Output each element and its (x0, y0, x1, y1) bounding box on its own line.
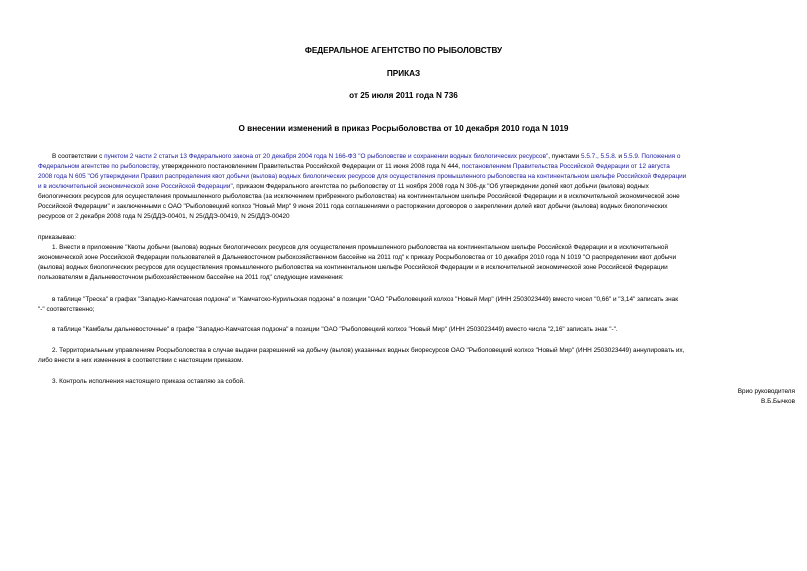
preamble-line-7: ресурсов от 2 декабря 2008 года N 25/ДДЭ-00401, N 25/ДДЭ-00419, N 25/ДДЭ-00420 (38, 213, 290, 220)
clause-link-2[interactable]: 5.5.9. Положения о (623, 153, 681, 160)
agency-regulation-link[interactable]: Федеральном агентстве по рыболовству (38, 163, 159, 170)
document-type: ПРИКАЗ (386, 69, 421, 78)
decree-link-end[interactable]: и в исключительной экономической зоне Российской Федерации" (38, 183, 233, 190)
preamble-line-4: и в исключительной экономической зоне Российской Федерации", приказом Федерального агентства по рыболовству от 11 ноября 2008 года N 306-дк "Об утверждении долей квот добычи (вылова) водных (38, 183, 649, 190)
item-1-line-1: 1. Внести в приложение "Квоты добычи (вылова) водных биологических ресурсов для осуществления промышленного рыболовства на континентальном шельфе Российской Федерации и в исключительной (52, 244, 669, 251)
decree-link-cont[interactable]: 2008 года N 605 "Об утверждении Правил распределения квот добычи (вылова) водных биологических ресурсов для осуществления промышленного рыболовства на континентальном шельфе Российской Федерации (38, 173, 687, 180)
decree-link[interactable]: постановлением Правительства Российской Федерации от 12 августа (461, 163, 670, 170)
item-1-line-4: пользователям в Дальневосточном рыбохозяйственном бассейне на 2011 год" следующие изменения: (38, 274, 344, 281)
change-1-line-2: "-" соответственно; (38, 306, 95, 313)
law-link[interactable]: пунктом 2 части 2 статьи 13 Федерального закона от 20 декабря 2004 года N 166-ФЗ "О рыболовстве и сохранении водных биологических ресурсов" (104, 153, 549, 160)
order-word: приказываю: (38, 234, 76, 241)
preamble-line-2: Федеральном агентстве по рыболовству, утвержденного постановлением Правительства Российской Федерации от 11 июня 2008 года N 444, постановлением Правительства Российской Федерации от 12 августа (38, 163, 670, 170)
item-1-line-2: экономической зоне Российской Федерации пользователей в Дальневосточном рыбохозяйственном бассейне на 2011 год" к приказу Росрыболовства от 10 декабря 2010 года N 1019 "О распределении квот добычи (38, 254, 677, 261)
item-3: 3. Контроль исполнения настоящего приказа оставляю за собой. (52, 378, 245, 385)
preamble-line-6: Российской Федерации" и заключенными с ОАО "Рыболовецкий колхоз "Новый Мир" 9 июня 2011 года соглашениями о расторжении договоров о закреплении долей квот добычи (вылова) водных биологических (38, 203, 668, 210)
signature-name: В.Б.Бычков (761, 398, 795, 405)
agency-name: ФЕДЕРАЛЬНОЕ АГЕНТСТВО ПО РЫБОЛОВСТВУ (304, 46, 503, 55)
document-title: О внесении изменений в приказ Росрыболовства от 10 декабря 2010 года N 1019 (238, 124, 569, 133)
clause-link-1[interactable]: 5.5.7., 5.5.8. (581, 153, 617, 160)
item-2-line-2: либо внести в них изменения в соответствии с настоящим приказом. (38, 357, 244, 364)
document-date: от 25 июля 2011 года N 736 (349, 91, 458, 100)
change-2: в таблице "Камбалы дальневосточные" в графе "Западно-Камчатская подзона" в позиции "ОАО "Рыболовецкий колхоз "Новый Мир" (ИНН 2503023449) вместо числа "2,16" записать знак "-". (52, 326, 618, 333)
item-2-line-1: 2. Территориальным управлениям Росрыболовства в случае выдачи разрешений на добычу (вылов) указанных водных биоресурсов ОАО "Рыболовецкий колхоз "Новый Мир" (ИНН 2503023449) аннулировать их, (52, 347, 685, 354)
preamble-line-1: В соответствии с пунктом 2 части 2 статьи 13 Федерального закона от 20 декабря 2004 года N 166-ФЗ "О рыболовстве и сохранении водных биологических ресурсов", пунктами 5.5.7., 5.5.8. и 5.5.9. Положения о (52, 153, 681, 160)
signature-position: Врио руководителя (737, 388, 795, 395)
change-1-line-1: в таблице "Треска" в графах "Западно-Камчатская подзона" и "Камчатско-Курильская подзона" в позиции "ОАО "Рыболовецкий колхоз "Новый Мир" (ИНН 2503023449) вместо чисел "0,66" и "3,14" записать знак (52, 296, 679, 303)
item-1-line-3: (вылова) водных биологических ресурсов для осуществления промышленного рыболовства на континентальном шельфе Российской Федерации и в исключительной экономической зоне Российской Федерации (38, 264, 668, 271)
preamble-line-3 (38, 172, 686, 183)
preamble-line-5: биологических ресурсов для осуществления промышленного рыболовства (за исключением прибрежного рыболовства) на континентальном шельфе Российской Федерации и в исключительной экономической зоне (38, 193, 680, 200)
